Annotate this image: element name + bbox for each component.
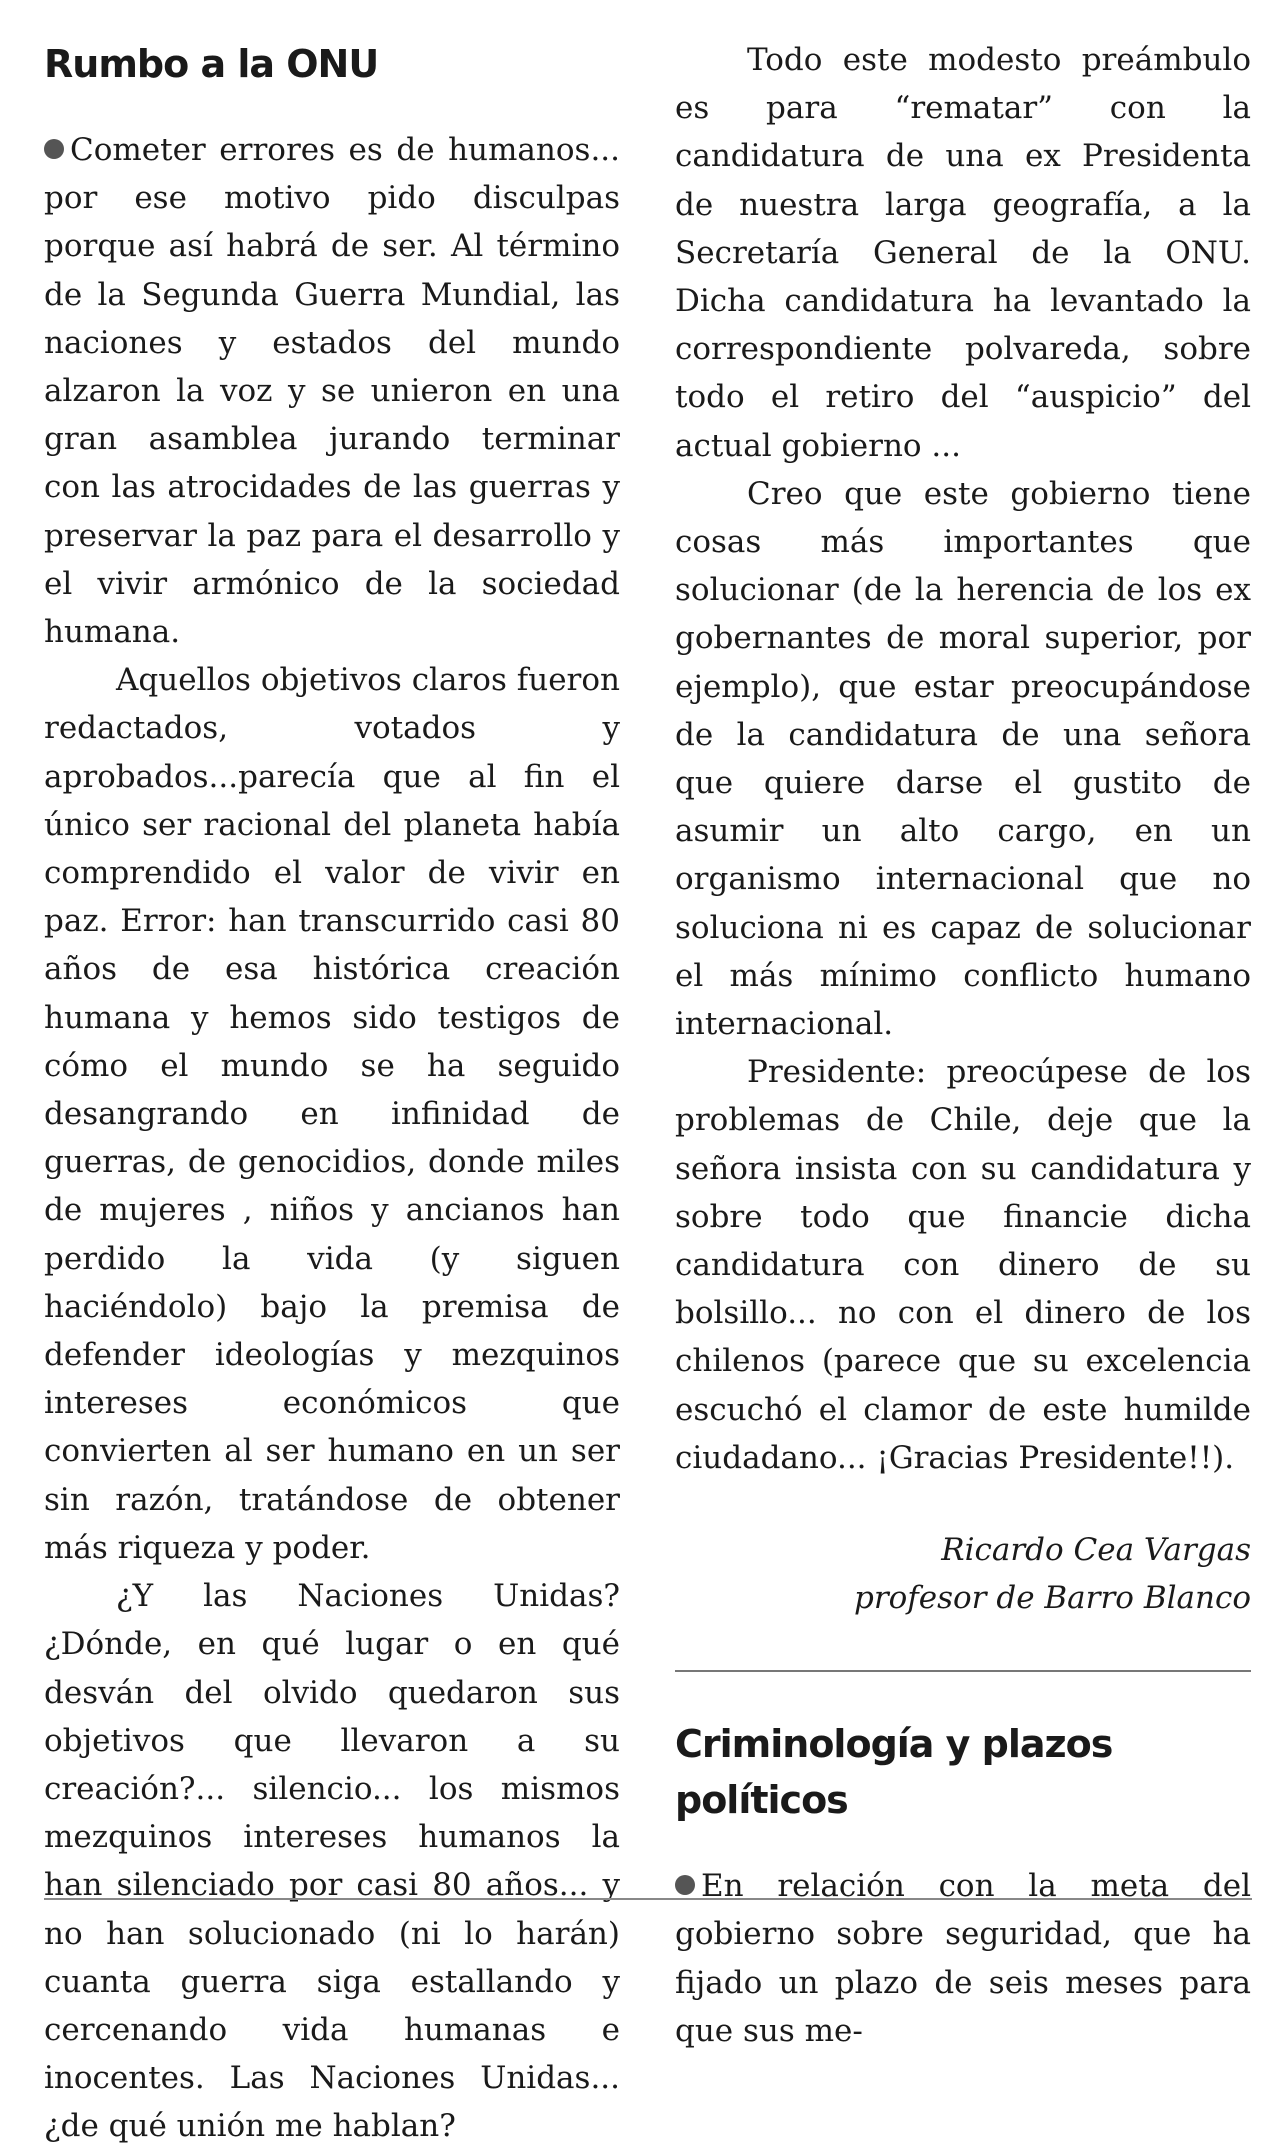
article-title-2: Criminología y plazos políticos bbox=[675, 1722, 1113, 1823]
article-paragraph-4: Todo este modesto preámbulo es para “rematar” con la candidatura de una ex Presidenta de nuestra larga geografía, a la Secretaría General de la ONU. Dicha candidatura ha levantado la correspondiente polvareda, sobre todo el retiro del “auspicio” del actual gobierno ... bbox=[675, 42, 1251, 464]
paragraph-text: En relación con la meta del gobierno sobre seguridad, que ha fijado un plazo de seis meses para que sus me- bbox=[675, 1868, 1251, 2049]
bottom-rule bbox=[44, 1898, 1252, 1900]
article-title: Rumbo a la ONU bbox=[44, 42, 379, 86]
left-column bbox=[44, 36, 620, 2151]
article-paragraph-6: Presidente: preocúpese de los problemas de Chile, deje que la señora insista con su candidatura y sobre todo que financie dicha candidatura con dinero de su bolsillo... no con el dinero de los chilenos (parece que su excelencia escuchó el clamor de este humilde ciudadano... ¡Gracias Presidente!!). bbox=[675, 1054, 1251, 1476]
article-paragraph-5: Creo que este gobierno tiene cosas más importantes que solucionar (de la herencia de los ex gobernantes de moral superior, por ejemplo), que estar preocupándose de la candidatura de una señora que quiere darse el gustito de asumir un alto cargo, en un organismo internacional que no soluciona ni es capaz de solucionar el más mínimo conflicto humano internacional. bbox=[675, 475, 1251, 1043]
right-column bbox=[675, 36, 1251, 2055]
bullet-icon bbox=[675, 1875, 695, 1895]
signature-block bbox=[675, 1526, 1251, 1622]
article-paragraph-2: Aquellos objetivos claros fueron redactados, votados y aprobados...parecía que al fin el único ser racional del planeta había comprendido el valor de vivir en paz. Error: han transcurrido casi 80 años de esa histórica creación humana y hemos sido testigos de cómo el mundo se ha seguido desangrando en infinidad de guerras, de genocidios, donde miles de mujeres , niños y ancianos han perdido la vida (y siguen haciéndolo) bajo la premisa de defender ideologías y mezquinos intereses económicos que convierten al ser humano en un ser sin razón, tratándose de obtener más riqueza y poder. bbox=[44, 662, 620, 1566]
bullet-icon bbox=[44, 139, 64, 159]
article-divider bbox=[675, 1670, 1251, 1672]
article-paragraph-1 bbox=[44, 126, 620, 656]
article2-lead-paragraph bbox=[675, 1862, 1251, 2055]
article-paragraph-3: ¿Y las Naciones Unidas? ¿Dónde, en qué lugar o en qué desván del olvido quedaron sus objetivos que llevaron a su creación?... silencio... los mismos mezquinos intereses humanos la han silenciado por casi 80 años... y no han solucionado (ni lo harán) cuanta guerra siga estallando y cercenando vida humanas e inocentes. Las Naciones Unidas... ¿de qué unión me hablan? bbox=[44, 1578, 620, 2145]
author-name: Ricardo Cea Vargas bbox=[941, 1532, 1251, 1569]
paragraph-text: Cometer errores es de humanos... por ese motivo pido disculpas porque así habrá de ser. Al término de la Segunda Guerra Mundial, las naciones y estados del mundo alzaron la voz y se unieron en una gran asamblea jurando terminar con las atrocidades de las guerras y preservar la paz para el desarrollo y el vivir armónico de la sociedad humana. bbox=[44, 132, 620, 651]
author-role: profesor de Barro Blanco bbox=[853, 1580, 1251, 1617]
